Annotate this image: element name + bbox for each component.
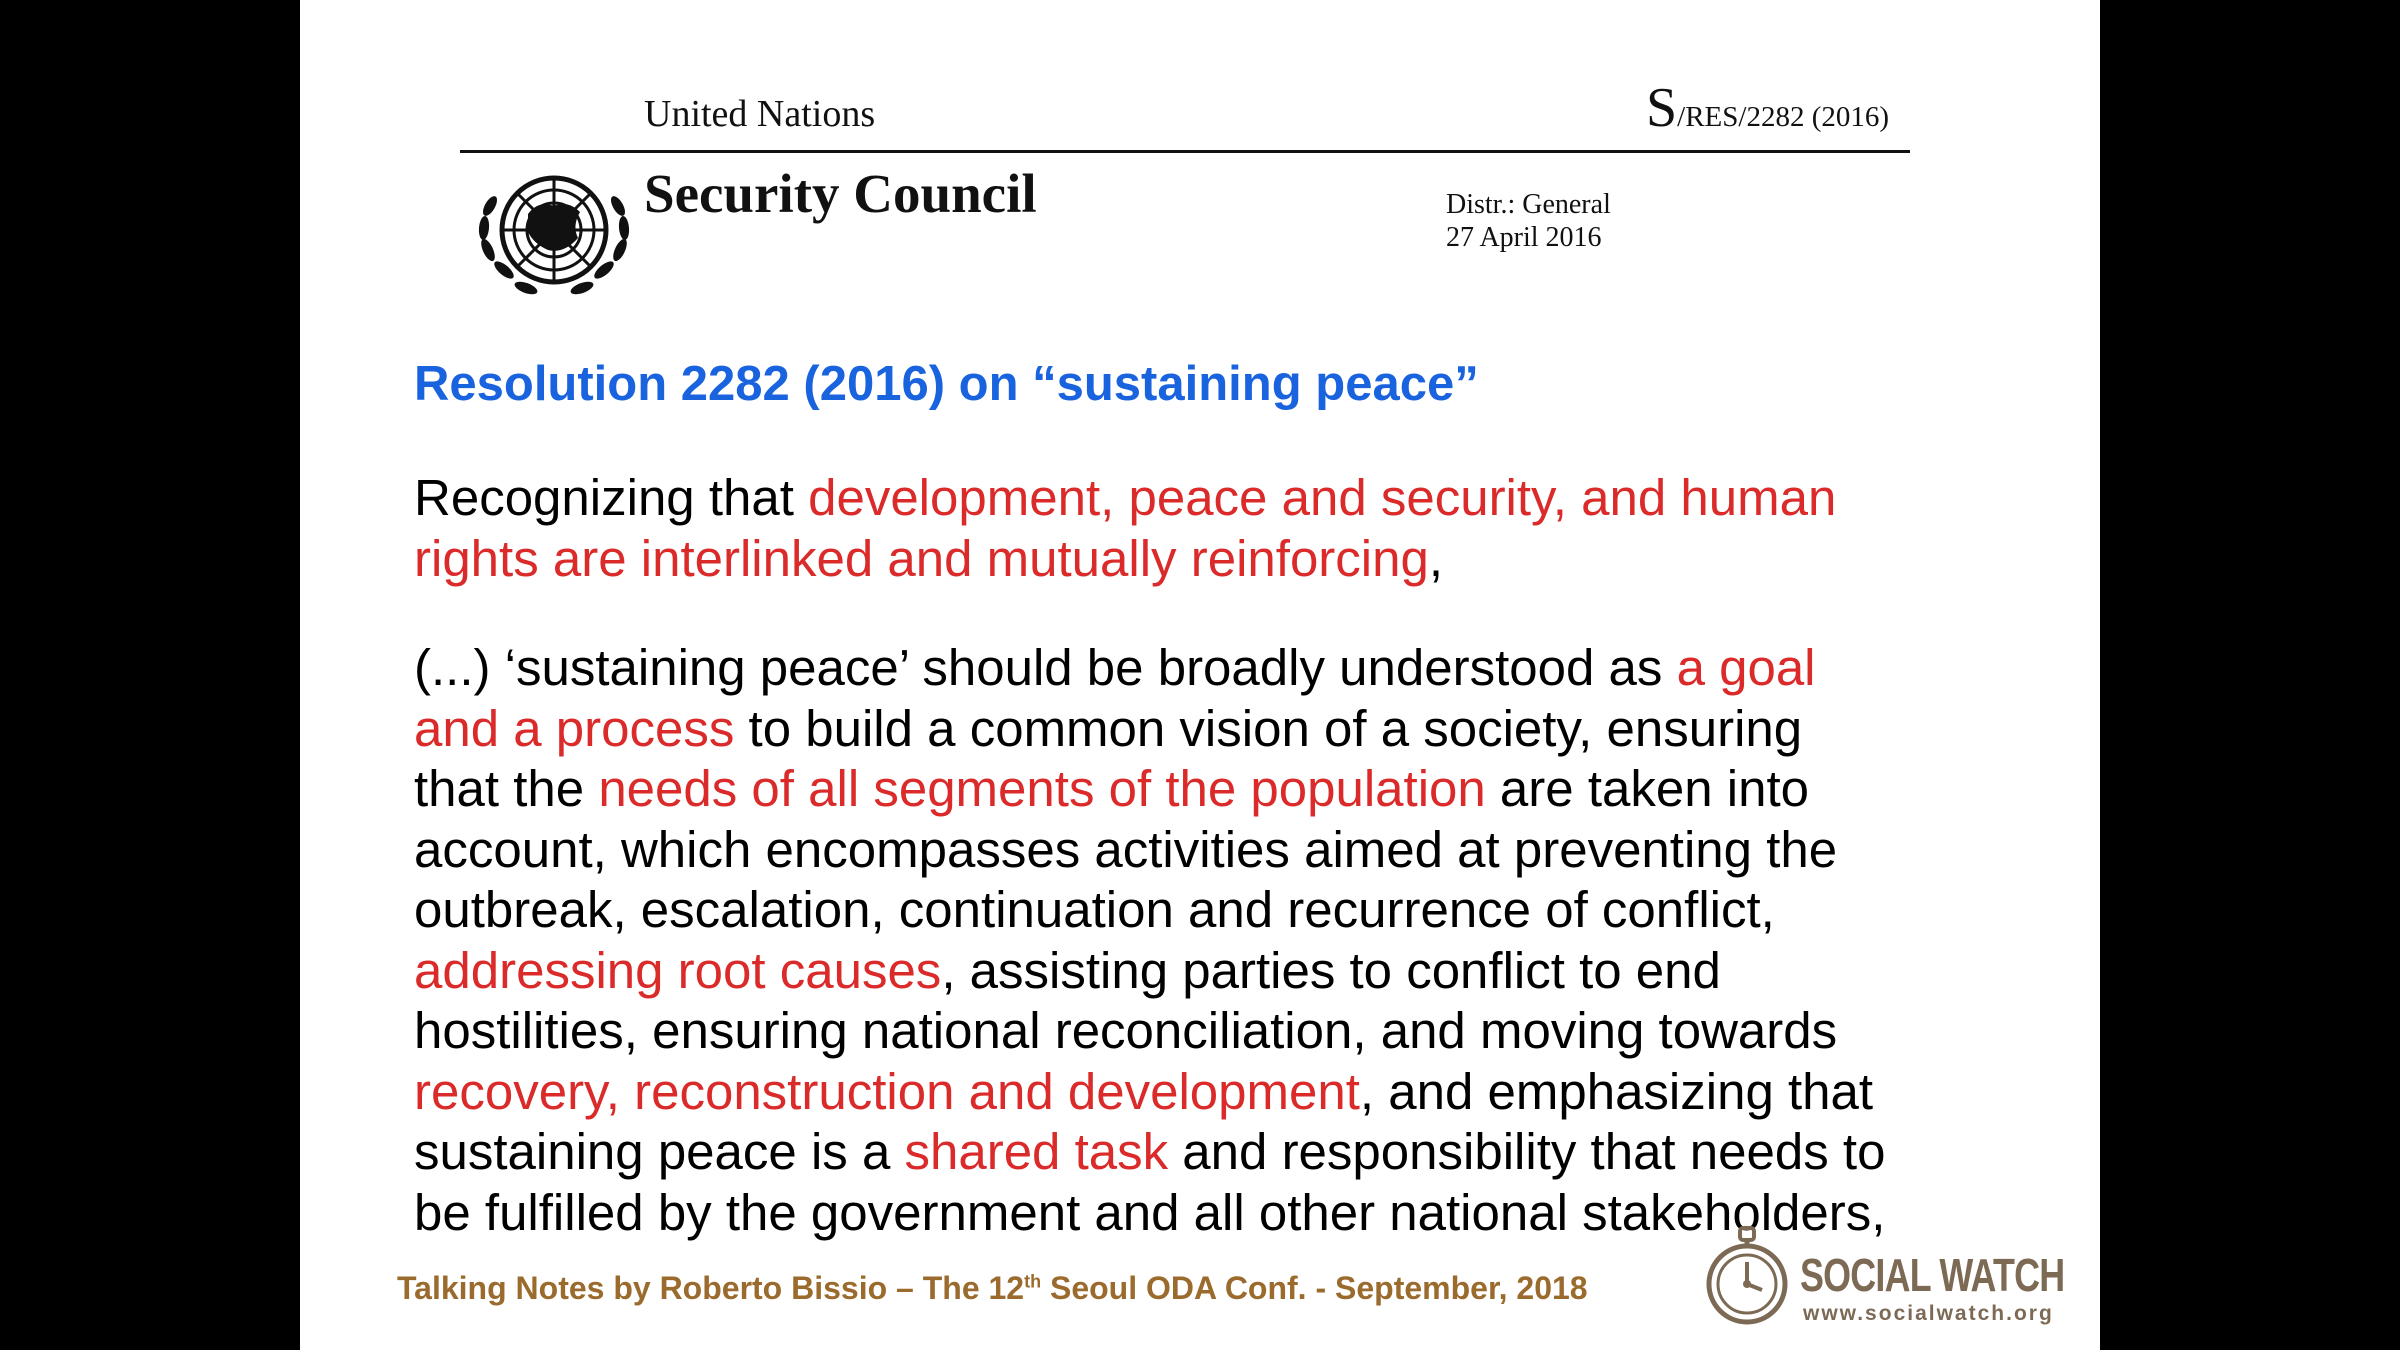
- distribution-label: Distr.: General: [1446, 189, 1611, 220]
- body-text: are taken into: [1485, 760, 1809, 817]
- highlighted-text: rights are interlinked and mutually reinforcing: [414, 529, 1429, 587]
- paragraph-recognizing: [414, 468, 1836, 589]
- resolution-heading: Resolution 2282 (2016) on “sustaining peace”: [414, 357, 1479, 411]
- document-symbol: [1646, 76, 1889, 140]
- text-line: [414, 1183, 1885, 1244]
- text-line: [414, 468, 1836, 529]
- footer-ordinal: th: [1024, 1271, 1042, 1292]
- highlighted-text: shared task: [904, 1123, 1169, 1180]
- body-text: sustaining peace is a: [414, 1123, 905, 1180]
- text-line: [414, 529, 1836, 590]
- text-line: [414, 1001, 1885, 1062]
- highlighted-text: recovery, reconstruction and development: [414, 1062, 1360, 1120]
- symbol-letter: S: [1646, 77, 1678, 139]
- body-text: be fulfilled by the government and all other national stakeholders,: [414, 1183, 1886, 1241]
- header-rule: [460, 150, 1910, 153]
- body-text: that the: [414, 760, 599, 817]
- text-line: [414, 941, 1885, 1002]
- text-line: [414, 1062, 1885, 1123]
- paragraph-sustaining-peace: [414, 638, 1885, 1243]
- council-title: Security Council: [644, 163, 1037, 224]
- org-label: United Nations: [644, 93, 876, 135]
- footer-note: [397, 1270, 1588, 1307]
- highlighted-text: addressing root causes: [414, 941, 942, 999]
- un-emblem-icon: [468, 166, 640, 306]
- highlighted-text: needs of all segments of the population: [598, 760, 1486, 817]
- text-line: [414, 880, 1885, 941]
- body-text: and responsibility that needs to: [1168, 1123, 1886, 1180]
- slide: [300, 0, 2100, 1350]
- body-text: Recognizing that: [414, 469, 809, 526]
- text-line: [414, 699, 1885, 760]
- stopwatch-icon: [1702, 1222, 1792, 1332]
- body-text: (...) ‘sustaining peace’ should be broadly understood as: [414, 639, 1677, 696]
- issue-date: 27 April 2016: [1446, 222, 1602, 253]
- body-text: , assisting parties to conflict to end: [941, 941, 1721, 999]
- body-text: outbreak, escalation, continuation and recurrence of conflict,: [414, 881, 1775, 938]
- brand-url[interactable]: www.socialwatch.org: [1803, 1302, 2054, 1325]
- text-line: [414, 759, 1885, 820]
- body-text: to build a common vision of a society, ensuring: [734, 699, 1803, 757]
- footer-text: Talking Notes by Roberto Bissio – The 12: [397, 1270, 1025, 1306]
- body-text: , and emphasizing that: [1359, 1062, 1874, 1120]
- highlighted-text: a goal: [1676, 639, 1816, 696]
- body-text: account, which encompasses activities aimed at preventing the: [414, 820, 1838, 878]
- text-line: [414, 1122, 1885, 1183]
- body-text: hostilities, ensuring national reconciliation, and moving towards: [414, 1002, 1838, 1059]
- body-text: ,: [1428, 529, 1444, 587]
- text-line: [414, 638, 1885, 699]
- text-line: [414, 820, 1885, 881]
- symbol-number: /RES/2282 (2016): [1677, 101, 1890, 133]
- footer-text-end: Seoul ODA Conf. - September, 2018: [1041, 1270, 1588, 1306]
- brand-name: SOCIAL WATCH: [1800, 1249, 2065, 1301]
- highlighted-text: and a process: [414, 699, 735, 757]
- distribution-block: [1446, 188, 1611, 254]
- highlighted-text: development, peace and security, and human: [808, 469, 1837, 526]
